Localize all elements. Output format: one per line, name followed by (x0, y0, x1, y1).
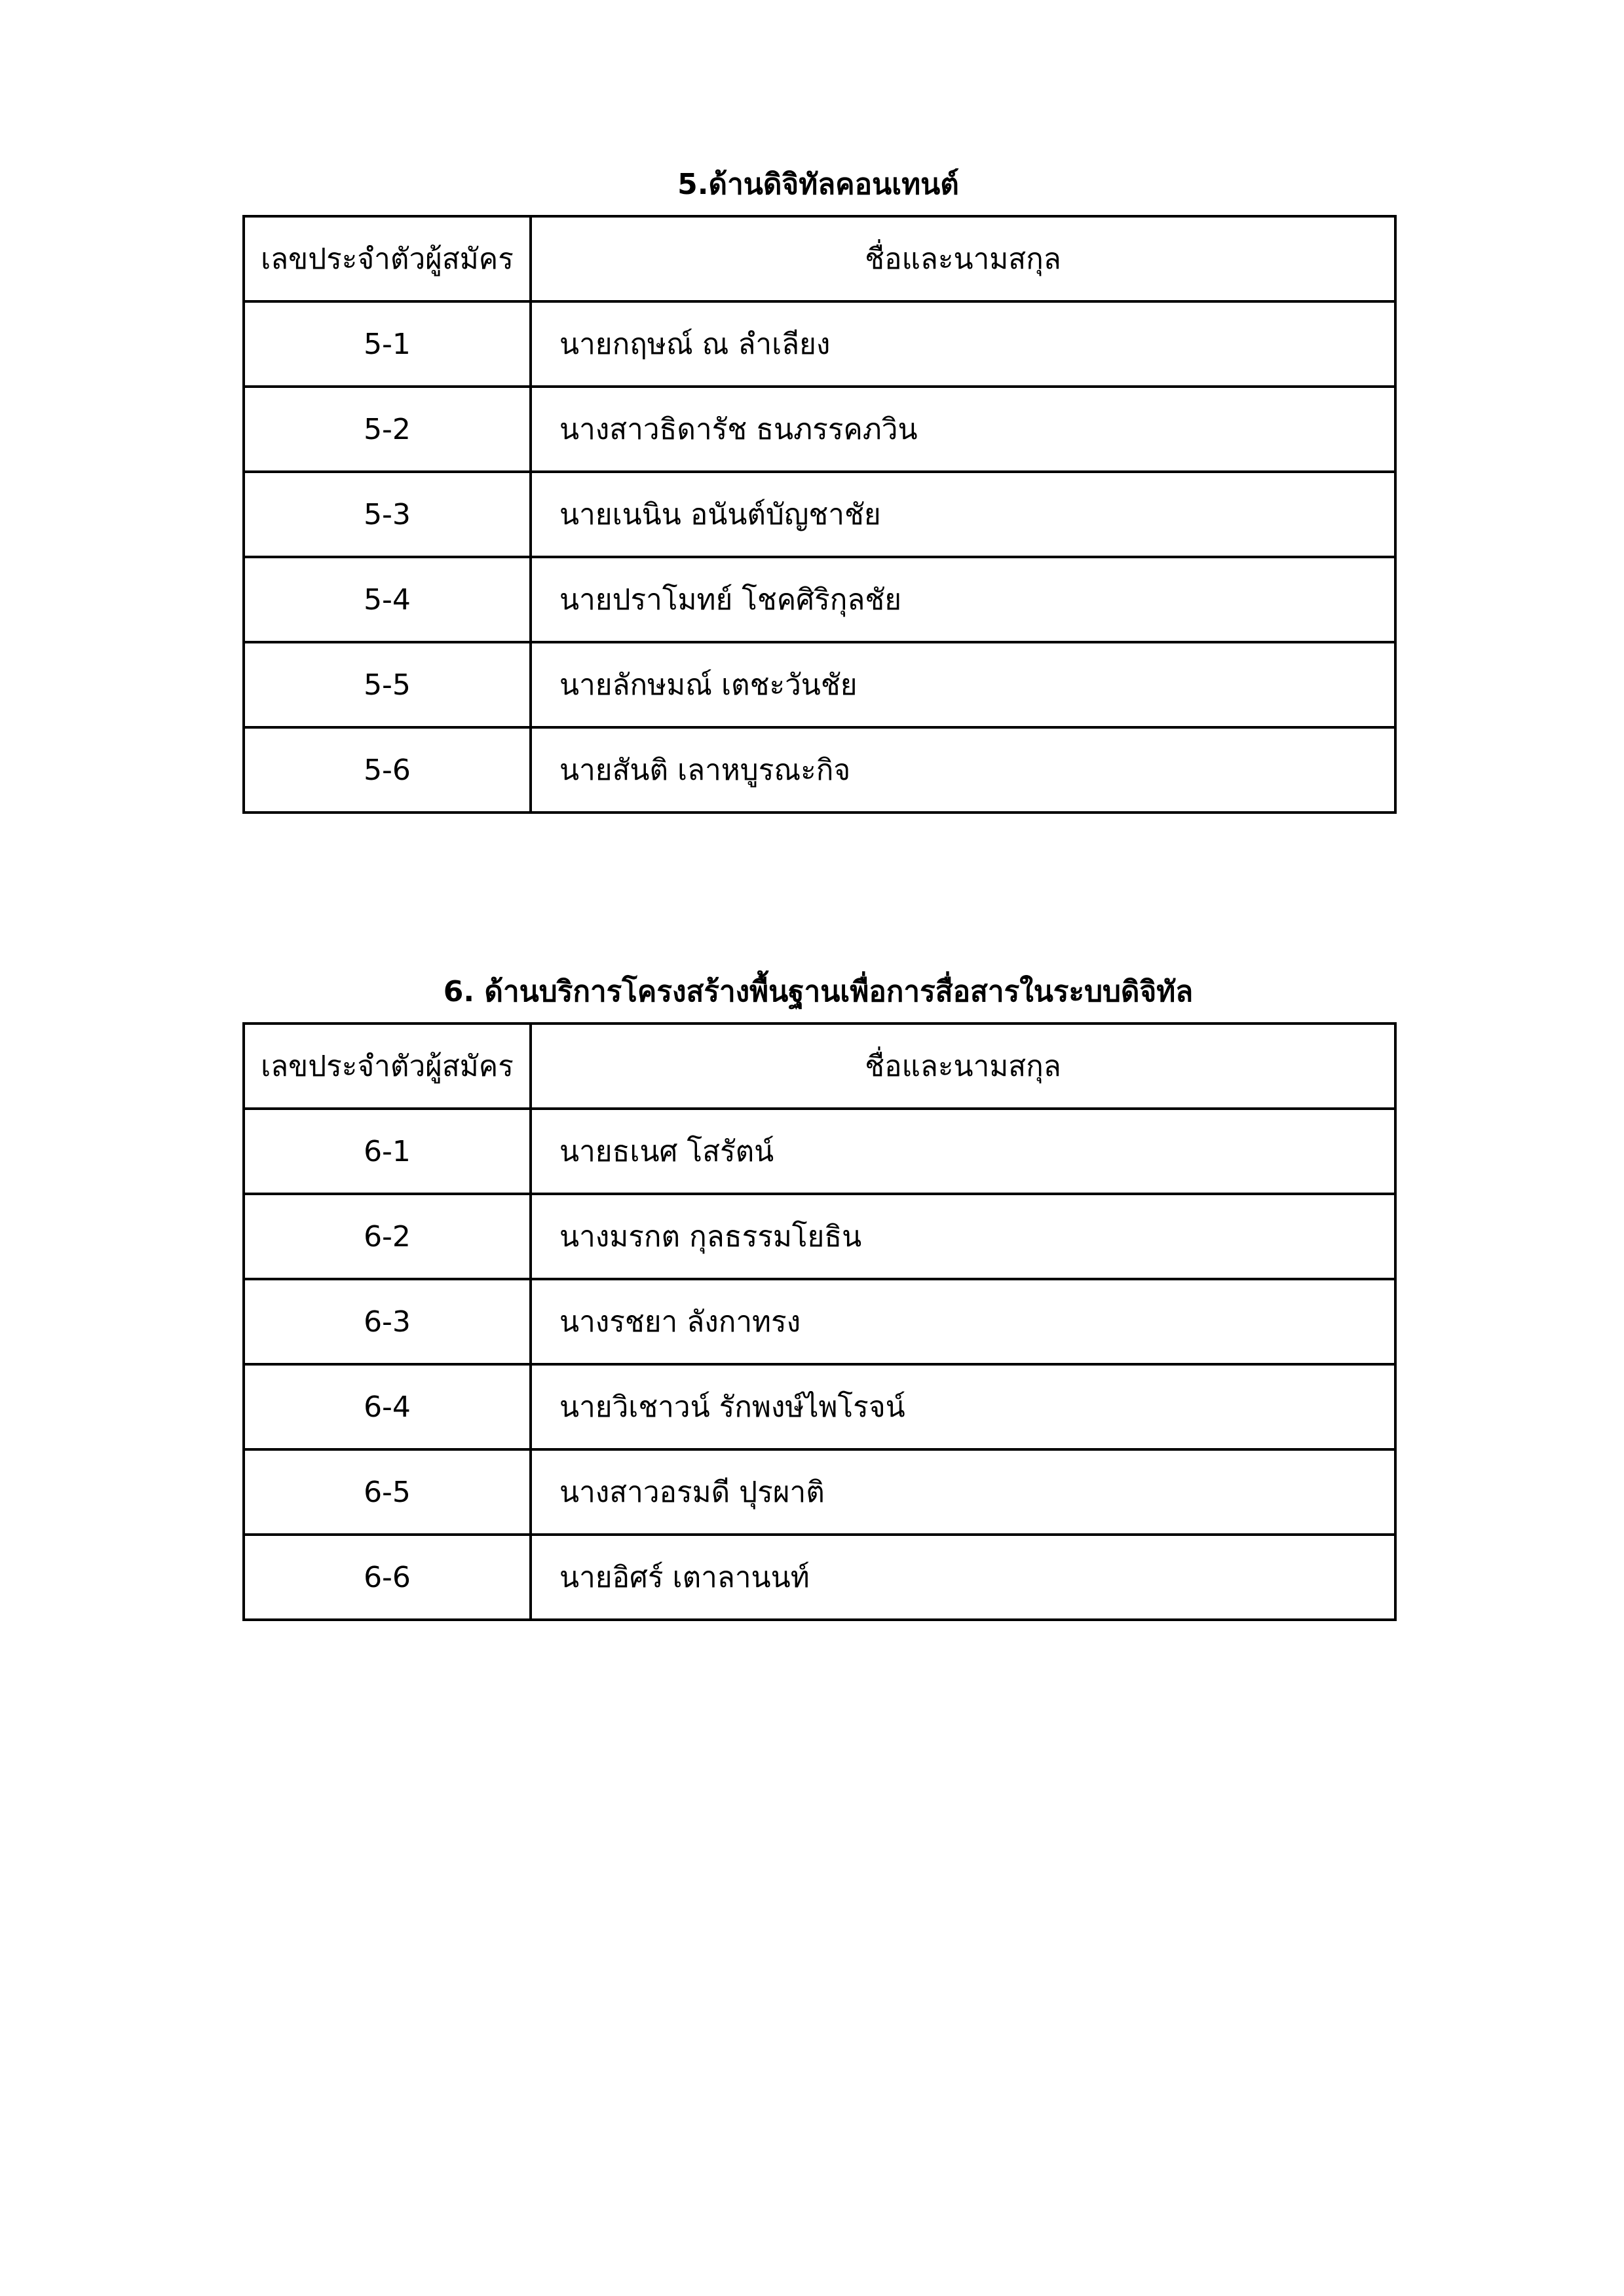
section-5-table (242, 215, 1397, 814)
applicant-name: นายกฤษณ์ ณ ลำเลียง (531, 301, 1395, 387)
applicant-name: นายธเนศ โสรัตน์ (531, 1109, 1395, 1194)
applicant-name: นางรชยา ลังกาทรง (531, 1279, 1395, 1364)
table-row (244, 1109, 1395, 1194)
applicant-id: 6-6 (244, 1535, 531, 1620)
header-applicant-id: เลขประจำตัวผู้สมัคร (244, 1024, 531, 1109)
header-applicant-id: เลขประจำตัวผู้สมัคร (244, 216, 531, 301)
table-row (244, 642, 1395, 727)
table-header-row (244, 216, 1395, 301)
applicant-name: นางมรกต กุลธรรมโยธิน (531, 1194, 1395, 1279)
applicant-id: 5-5 (244, 642, 531, 727)
applicant-name: นายวิเชาวน์ รักพงษ์ไพโรจน์ (531, 1364, 1395, 1449)
section-6-table (242, 1022, 1397, 1621)
table-row (244, 1535, 1395, 1620)
applicant-id: 5-3 (244, 472, 531, 557)
table-row (244, 1364, 1395, 1449)
applicant-name: นายลักษมณ์ เตชะวันชัย (531, 642, 1395, 727)
header-full-name: ชื่อและนามสกุล (531, 216, 1395, 301)
table-header-row (244, 1024, 1395, 1109)
table-row (244, 557, 1395, 642)
table-row (244, 1279, 1395, 1364)
applicant-id: 6-4 (244, 1364, 531, 1449)
applicant-name: นายเนนิน อนันต์บัญชาชัย (531, 472, 1395, 557)
section-5-title: 5.ด้านดิจิทัลคอนเทนต์ (677, 168, 959, 201)
applicant-id: 5-2 (244, 387, 531, 472)
applicant-id: 6-1 (244, 1109, 531, 1194)
table-row (244, 1449, 1395, 1535)
applicant-id: 5-1 (244, 301, 531, 387)
table-row (244, 727, 1395, 813)
table-row (244, 472, 1395, 557)
section-6-title: 6. ด้านบริการโครงสร้างพื้นฐานเพื่อการสื่อสารในระบบดิจิทัล (443, 975, 1194, 1008)
applicant-id: 6-2 (244, 1194, 531, 1279)
applicant-name: นายปราโมทย์ โชคศิริกุลชัย (531, 557, 1395, 642)
table-row (244, 387, 1395, 472)
applicant-name: นายสันติ เลาหบูรณะกิจ (531, 727, 1395, 813)
applicant-id: 5-6 (244, 727, 531, 813)
applicant-name: นางสาวธิดารัช ธนภรรคภวิน (531, 387, 1395, 472)
table-row (244, 301, 1395, 387)
applicant-name: นางสาวอรมดี ปุรผาติ (531, 1449, 1395, 1535)
applicant-name: นายอิศร์ เตาลานนท์ (531, 1535, 1395, 1620)
header-full-name: ชื่อและนามสกุล (531, 1024, 1395, 1109)
applicant-id: 5-4 (244, 557, 531, 642)
applicant-id: 6-5 (244, 1449, 531, 1535)
table-row (244, 1194, 1395, 1279)
applicant-id: 6-3 (244, 1279, 531, 1364)
